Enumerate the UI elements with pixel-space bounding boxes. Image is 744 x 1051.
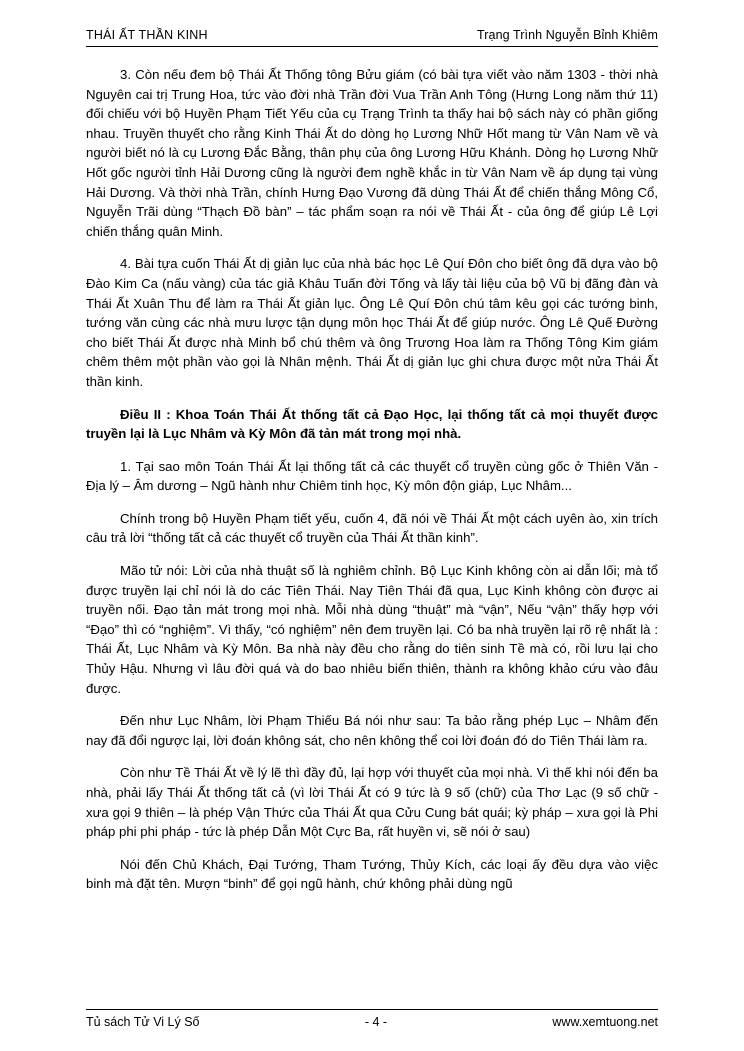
page-header [86, 28, 658, 47]
footer-website: www.xemtuong.net [552, 1015, 658, 1029]
footer-publisher: Tủ sách Tử Vi Lý Số [86, 1015, 200, 1029]
page-footer [86, 1009, 658, 1029]
body-text [86, 47, 658, 894]
footer-page-number: - 4 - [364, 1015, 388, 1029]
paragraph-7: Đến như Lục Nhâm, lời Phạm Thiếu Bá nói như sau: Ta bảo rằng phép Lục – Nhâm đến nay đã đổi ngược lại, lời đoán không sát, cho nên không thể coi lời đoán đó do Tiên Thái làm ra. [86, 713, 658, 748]
section-heading-dieu-ii: Điều II : Khoa Toán Thái Ất thống tất cả Đạo Học, lại thống tất cả mọi thuyết được truyền lại là Lục Nhâm và Kỳ Môn đã tản mát trong mọi nhà. [86, 406, 658, 442]
paragraph-6: Mão tử nói: Lời của nhà thuật số là nghiêm chỉnh. Bộ Lục Kinh không còn ai dẫn lối; mà tổ được truyền lại chỉ nói là do các Tiên Thái. Nay Tiên Thái đã qua, Lục Kinh không còn được ai truyền nối. Đạo tản mát trong mọi nhà. Mỗi nhà dùng “thuật” mà “vận”, Nếu “vận” thấy hợp với “Đạo” thì có “nghiệm”. Vì thấy, “có nghiệm” nên đem truyền lại. Có ba nhà truyền lại rõ rệ nhất là : Thái Ất, Lục Nhâm và Kỳ Môn. Ba nhà này đều cho rằng do tiên sinh Tề mà có, rồi lưu lại cho Thủy Hậu. Nhưng vì lâu đời quá và do bao nhiêu biến thiên, thành ra không khảo cứu vào đâu được. [86, 563, 658, 696]
paragraph-1: 3. Còn nếu đem bộ Thái Ất Thống tông Bửu giám (có bài tựa viết vào năm 1303 - thời nhà Nguyên cai trị Trung Hoa, tức vào đời nhà Trần đời Vua Trần Anh Tông (Hưng Long năm thứ 11) đối chiếu với bộ Huyền Phạm Tiết Yếu của cụ Trạng Trình ta thấy hai bộ sách này có phần giống nhau. Truyền thuyết cho rằng Kinh Thái Ất do dòng họ Lương Nhữ Hốt mang từ Vân Nam về và người biết nó là cụ Lương Đắc Bằng, thân phụ của ông Lương Hữu Khánh. Dòng họ Lương Nhữ Hốt gốc người tỉnh Hải Dương cũng là người đem nghề khắc in từ Vân Nam về áp dụng tại vùng Hải Dương. Và thời nhà Trần, chính Hưng Đạo Vương đã dùng Thái Ất để chiến thắng Mông Cổ, Nguyễn Trãi dùng “Thạch Đồ bàn” – tác phẩm soạn ra nói về Thái Ất - của ông để giúp Lê Lợi chiến thắng quân Minh. [86, 67, 658, 239]
paragraph-4: 1. Tại sao môn Toán Thái Ất lại thống tất cả các thuyết cổ truyền cùng gốc ở Thiên Văn - Địa lý – Âm dương – Ngũ hành như Chiêm tinh học, Kỳ môn độn giáp, Lục Nhâm... [86, 458, 658, 494]
paragraph-5: Chính trong bộ Huyền Phạm tiết yếu, cuốn 4, đã nói về Thái Ất một cách uyên ào, xin trích câu trả lời “thống tất cả các thuyết cổ truyền của Thái Ất thần kinh”. [86, 510, 658, 546]
paragraph-9: Nói đến Chủ Khách, Đại Tướng, Tham Tướng, Thủy Kích, các loại ấy đều dựa vào việc binh mà đặt tên. Mượn “binh” để gọi ngũ hành, chứ không phải dùng ngũ [86, 856, 658, 892]
paragraph-8: Còn như Tề Thái Ất về lý lẽ thì đầy đủ, lại hợp với thuyết của mọi nhà. Vì thế khi nói đến ba nhà, phải lấy Thái Ất thống tất cả (vì lời Thái Ất có 9 tức là 9 số (chữ) của Thơ Lạc (9 số chữ - xưa gọi 9 thiên – là phép Vận Thức của Thái Ất qua Cửu Cung bát quái; kỳ pháp – xưa gọi là Phi pháp phi phi pháp - tức là phép Dẫn Một Cực Ba, rất huyền vi, sẽ nói ở sau) [86, 765, 658, 840]
header-author: Trạng Trình Nguyễn Bỉnh Khiêm [476, 28, 658, 42]
page-content [86, 28, 658, 1027]
paragraph-2: 4. Bài tựa cuốn Thái Ất dị giản lục của nhà bác học Lê Quí Đôn cho biết ông đã dựa vào bộ Đào Kim Ca (nấu vàng) của tác giả Khâu Tuấn đời Tống và lấy tài liệu của bộ Vũ bị đãng đàn và Thái Ất Xuân Thu để làm ra Thái Ất giản lục. Ông Lê Quí Đôn chú tâm kêu gọi các tướng binh, tướng văn cùng các nhà mưu lược tận dụng môn học Thái Ất để giúp nước. Ông Lê Quế Đường cho biết Thái Ất được nhà Minh bổ chú thêm và ông Trương Hoa làm ra Thống Tông Kim giám chêm thêm một phần vào gọi là Nhân mệnh. Thái Ất dị giản lục ghi chưa được một nửa Thái Ất thần kinh. [86, 256, 658, 389]
header-book-title: THÁI ẤT THẦN KINH [86, 28, 208, 42]
